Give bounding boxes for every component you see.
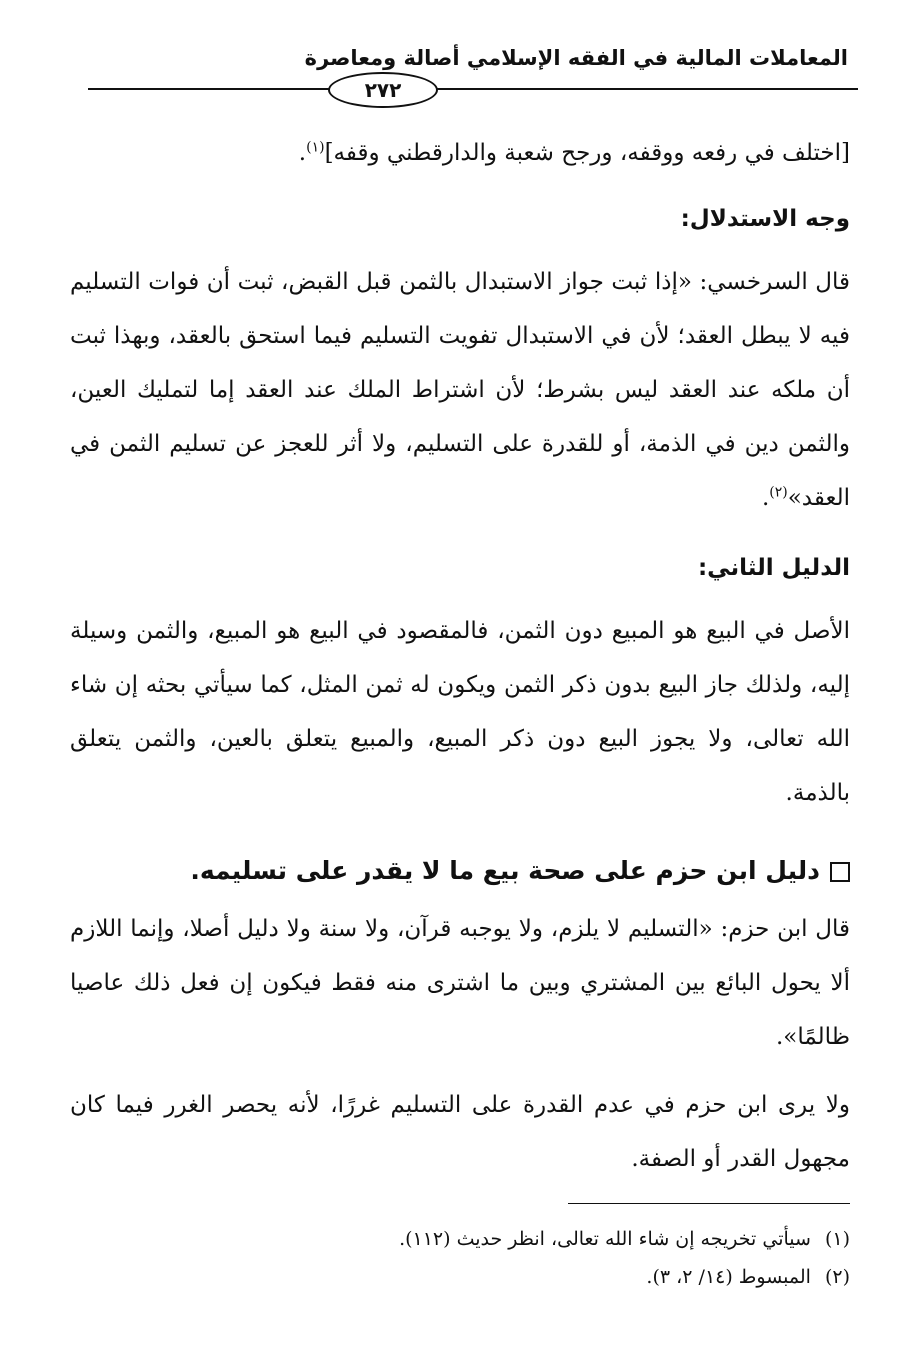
heading-second-evidence-text: الدليل الثاني: [697,555,850,581]
footnote-2-text: المبسوط (١٤/ ٢، ٣). [646,1266,811,1288]
footnote-1 [70,1222,850,1256]
page-number: ٢٧٢ [328,72,438,108]
paragraph-1-text: [اختلف في رفعه ووقفه، ورجح شعبة والدارقطني وقفه] [324,140,850,166]
paragraph-2-tail: . [761,485,770,511]
section-heading [70,848,850,894]
heading-istidlal [70,197,850,241]
footnote-1-text: سيأتي تخريجه إن شاء الله تعالى، انظر حديث (١١٢). [399,1228,811,1250]
heading-istidlal-text: وجه الاستدلال: [680,206,850,232]
paragraph-5-text: ولا يرى ابن حزم في عدم القدرة على التسليم غررًا، لأنه يحصر الغرر فيما كان مجهول القدر أو الصفة. [70,1092,850,1172]
paragraph-2-text: قال السرخسي: «إذا ثبت جواز الاستبدال بالثمن قبل القبض، ثبت أن فوات التسليم فيه لا يبطل العقد؛ لأن في الاستبدال تفويت التسليم فيما استحق بالعقد، وبهذا ثبت أن ملكه عند العقد ليس بشرط؛ لأن اشتراط الملك عند العقد إما لتمليك العين، والثمن دين في الذمة، أو للقدرة على التسليم، ولا أثر للعجز عن تسليم الثمن في العقد» [70,269,850,511]
paragraph-3 [70,604,850,820]
paragraph-1 [70,126,850,180]
header-rule [88,88,858,90]
paragraph-4 [70,902,850,1064]
footnote-ref-1: (١) [306,139,325,156]
paragraph-2 [70,255,850,525]
section-heading-text: دليل ابن حزم على صحة بيع ما لا يقدر على تسليمه. [190,856,820,885]
footnote-1-number: (١) [824,1228,850,1250]
footnote-2-number: (٢) [824,1266,850,1288]
paragraph-3-text: الأصل في البيع هو المبيع دون الثمن، فالمقصود في البيع هو المبيع، والثمن وسيلة إليه، ولذلك جاز البيع بدون ذكر الثمن ويكون له ثمن المثل، كما سيأتي بحثه إن شاء الله تعالى، ولا يجوز البيع دون ذكر المبيع، والمبيع يتعلق بالعين، والثمن يتعلق بالذمة. [70,618,850,806]
running-title: المعاملات المالية في الفقه الإسلامي أصالة ومعاصرة [304,46,848,70]
footnote-ref-2: (٢) [769,484,788,501]
square-bullet-icon [830,862,850,882]
footnote-2 [70,1260,850,1294]
paragraph-1-tail: . [298,140,307,166]
footnote-rule [568,1203,850,1204]
heading-second-evidence [70,546,850,590]
paragraph-4-text: قال ابن حزم: «التسليم لا يلزم، ولا يوجبه قرآن، ولا سنة ولا دليل أصلا، وإنما اللازم ألا يحول البائع بين المشتري وبين ما اشترى منه فقط فيكون إن فعل ذلك عاصيا ظالمًا». [70,916,850,1050]
paragraph-5 [70,1078,850,1186]
